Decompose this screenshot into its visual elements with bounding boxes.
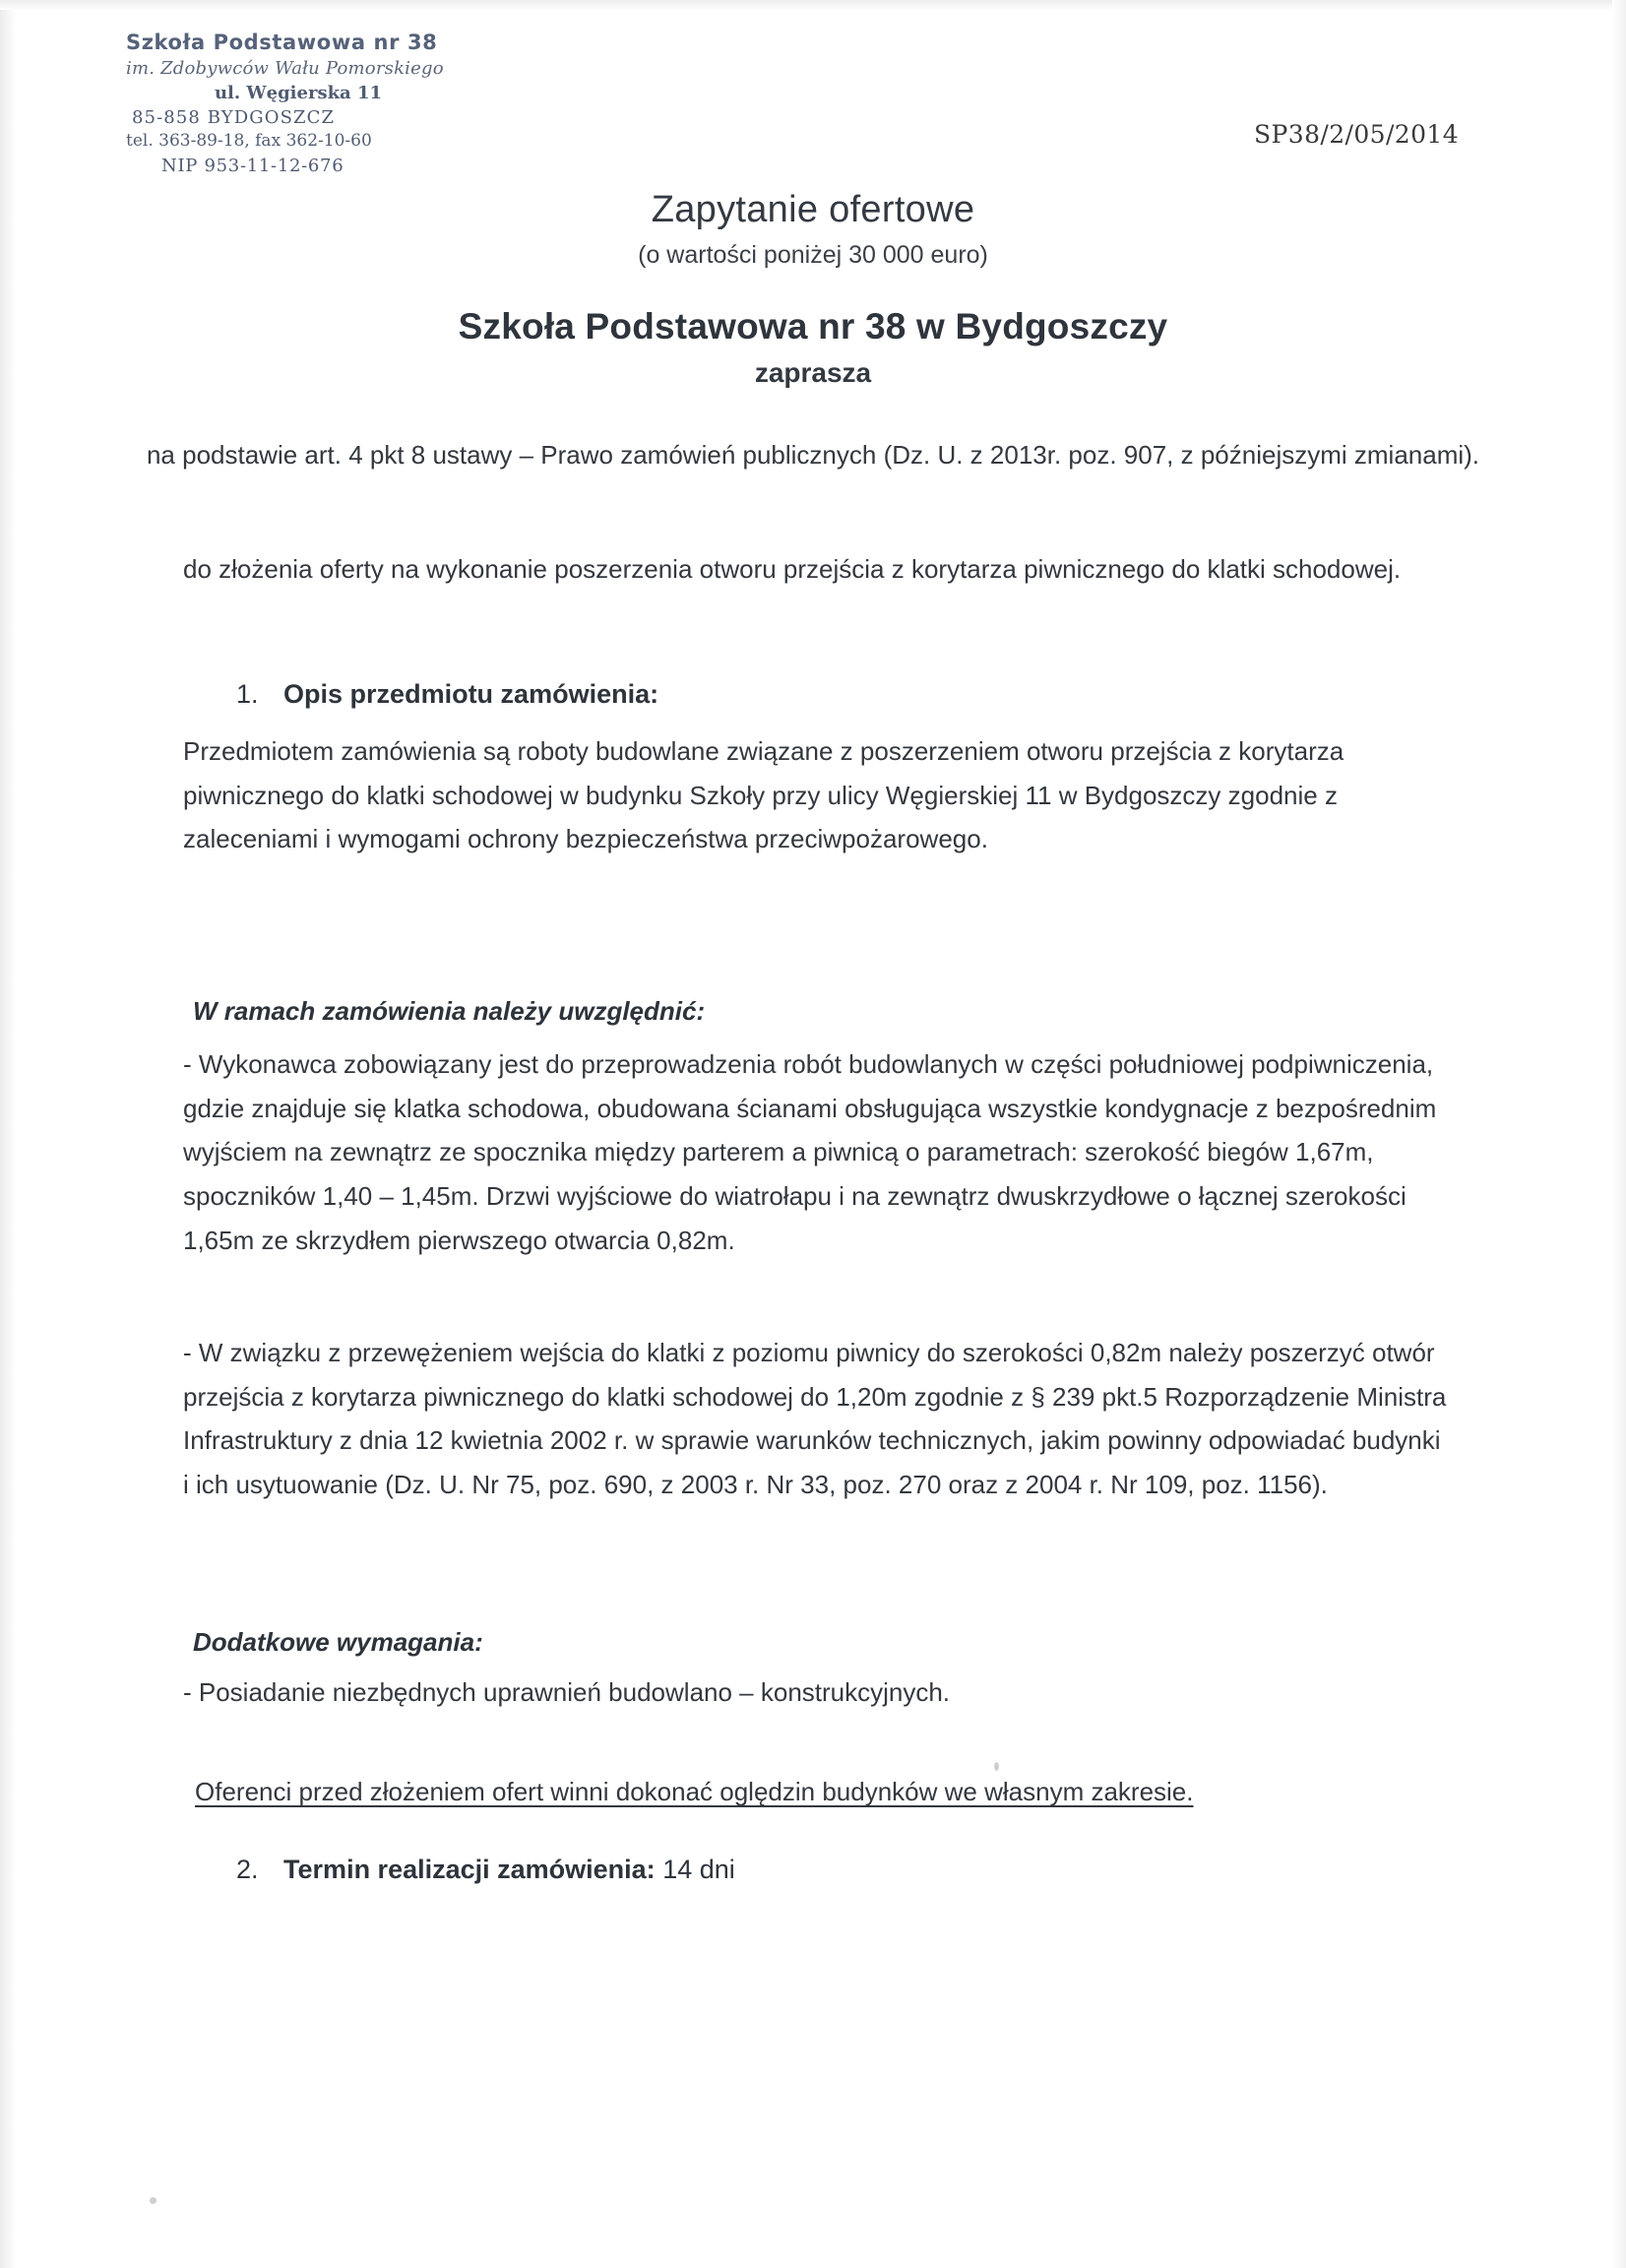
additional-requirements-heading: Dodatkowe wymagania: — [193, 1627, 483, 1657]
section-1-number: 1. — [236, 679, 259, 709]
section-2-value: 14 dni — [662, 1855, 735, 1884]
page-subtitle: (o wartości poniżej 30 000 euro) — [638, 241, 988, 269]
page-title: Zapytanie ofertowe — [651, 189, 975, 230]
letterhead-line-3: ul. Węgierska 11 — [214, 82, 383, 103]
document-reference-number: SP38/2/05/2014 — [1254, 120, 1459, 149]
section-2-heading — [236, 1855, 735, 1885]
section-1-title: Opis przedmiotu zamówienia: — [283, 679, 659, 709]
scan-speck — [994, 1762, 999, 1771]
additional-requirements-item-1: - Posiadanie niezbędnych uprawnień budowlano – konstrukcyjnych. — [183, 1677, 951, 1707]
letterhead-line-2: im. Zdobywców Wału Pomorskiego — [126, 57, 444, 79]
section-2-title: Termin realizacji zamówienia: — [283, 1855, 656, 1884]
section-1-body: Przedmiotem zamówienia są roboty budowlane związane z poszerzeniem otworu przejścia z korytarza piwnicznego do klatki schodowej w budynku Szkoły przy ulicy Węgierskiej 11 w Bydgoszczy zgodnie z zaleceniami i wymogami ochrony bezpieczeństwa przeciwpożarowego. — [183, 736, 1345, 854]
legal-basis-paragraph: na podstawie art. 4 pkt 8 ustawy – Prawo zamówień publicznych (Dz. U. z 2013r. poz. 907, z późniejszymi zmianami). — [146, 440, 1480, 470]
letterhead-stamp — [126, 30, 549, 177]
letterhead-line-5: tel. 363-89-18, fax 362-10-60 — [126, 130, 372, 151]
scope-heading: W ramach zamówienia należy uwzględnić: — [193, 996, 706, 1026]
section-2-number: 2. — [236, 1855, 259, 1884]
scan-speck — [150, 2197, 156, 2204]
school-name-heading: Szkoła Podstawowa nr 38 w Bydgoszczy — [458, 306, 1168, 346]
scope-item-1: - Wykonawca zobowiązany jest do przeprowadzenia robót budowlanych w części południowej podpiwniczenia, gdzie znajduje się klatka schodowa, obudowana ścianami obsługująca wszystkie kondygnacje z bezpośrednim wyjściem na zewnątrz ze spocznika między parterem a piwnicą o parametrach: szerokość biegów 1,67m, spoczników 1,40 – 1,45m. Drzwi wyjściowe do wiatrołapu i na zewnątrz dwuskrzydłowe o łącznej szerokości 1,65m ze skrzydłem pierwszego otwarcia 0,82m. — [183, 1049, 1437, 1255]
letterhead-line-1: Szkoła Podstawowa nr 38 — [126, 31, 438, 54]
invitation-word: zaprasza — [754, 357, 872, 388]
section-1-heading — [236, 679, 658, 710]
letterhead-line-6: NIP 953-11-12-676 — [161, 155, 344, 176]
inspection-note: Oferenci przed złożeniem ofert winni dokonać oględzin budynków we własnym zakresie. — [195, 1777, 1194, 1806]
introduction-paragraph: do złożenia oferty na wykonanie poszerzenia otworu przejścia z korytarza piwnicznego do klatki schodowej. — [183, 554, 1402, 584]
scope-item-2: - W związku z przewężeniem wejścia do klatki z poziomu piwnicy do szerokości 0,82m należy poszerzyć otwór przejścia z korytarza piwnicznego do klatki schodowej do 1,20m zgodnie z § 239 pkt.5 Rozporządzenie Ministra Infrastruktury z dnia 12 kwietnia 2002 r. w sprawie warunków technicznych, jakim powinny odpowiadać budynki i ich usytuowanie (Dz. U. Nr 75, poz. 690, z 2003 r. Nr 33, poz. 270 oraz z 2004 r. Nr 109, poz. 1156). — [183, 1338, 1447, 1500]
letterhead-line-4: 85-858 BYDGOSZCZ — [132, 106, 336, 128]
